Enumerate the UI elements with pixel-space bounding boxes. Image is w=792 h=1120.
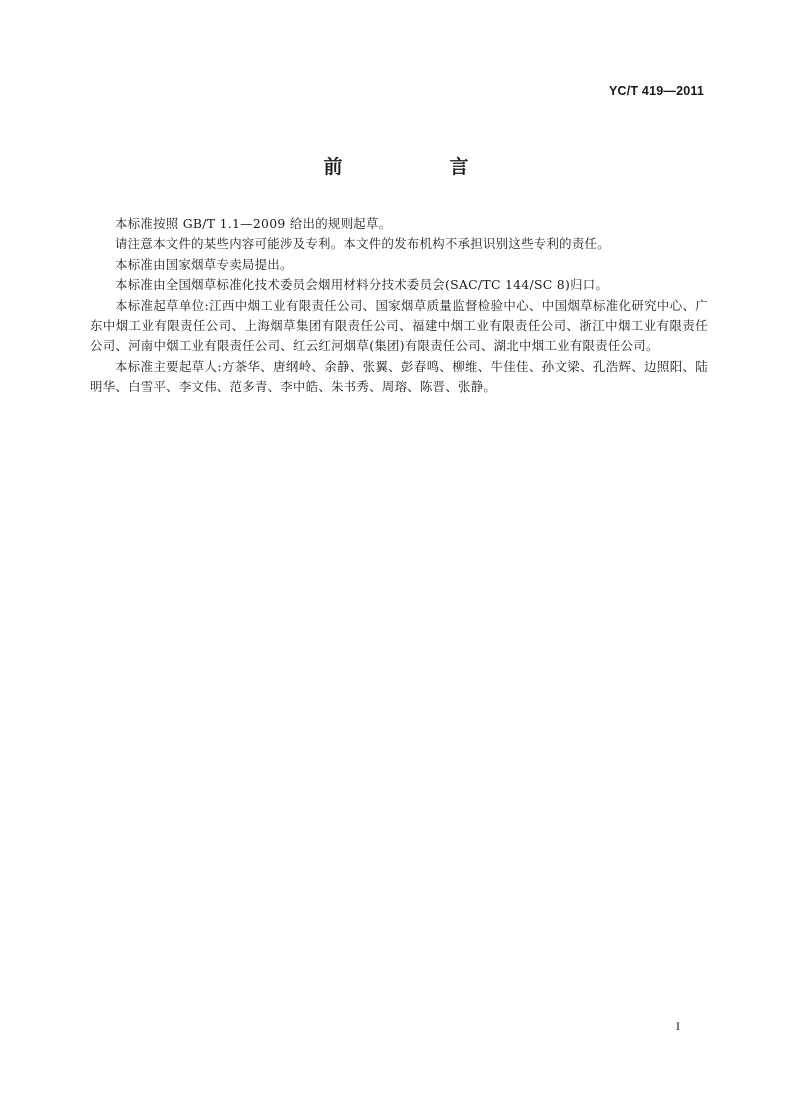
- standard-code: YC/T 419—2011: [608, 84, 704, 98]
- page-number: I: [676, 1019, 680, 1033]
- paragraph-main-drafters: 本标准主要起草人:方茶华、唐纲岭、余静、张翼、彭春鸣、柳维、牛佳佳、孙文梁、孔浩辉、边照阳、陆明华、白雪平、李文伟、范多青、李中皓、朱书秀、周瑢、陈晋、张静。: [90, 358, 708, 395]
- paragraph-patent-notice: 请注意本文件的某些内容可能涉及专利。本文件的发布机构不承担识别这些专利的责任。: [115, 236, 610, 252]
- paragraph-drafting-rules: 本标准按照 GB/T 1.1—2009 给出的规则起草。: [115, 216, 392, 231]
- page-title: 前 言: [323, 156, 513, 178]
- paragraph-committee: 本标准由全国烟草标准化技术委员会烟用材料分技术委员会(SAC/TC 144/SC 8)归口。: [115, 277, 609, 293]
- paragraph-drafting-units: 本标准起草单位:江西中烟工业有限责任公司、国家烟草质量监督检验中心、中国烟草标准化研究中心、广东中烟工业有限责任公司、上海烟草集团有限责任公司、福建中烟工业有限责任公司、浙江中烟工业有限责任公司、河南中烟工业有限责任公司、红云红河烟草(集团)有限责任公司、湖北中烟工业有限责任公司。: [90, 297, 708, 354]
- foreword-body: [90, 214, 708, 398]
- paragraph-proposer: 本标准由国家烟草专卖局提出。: [115, 256, 293, 272]
